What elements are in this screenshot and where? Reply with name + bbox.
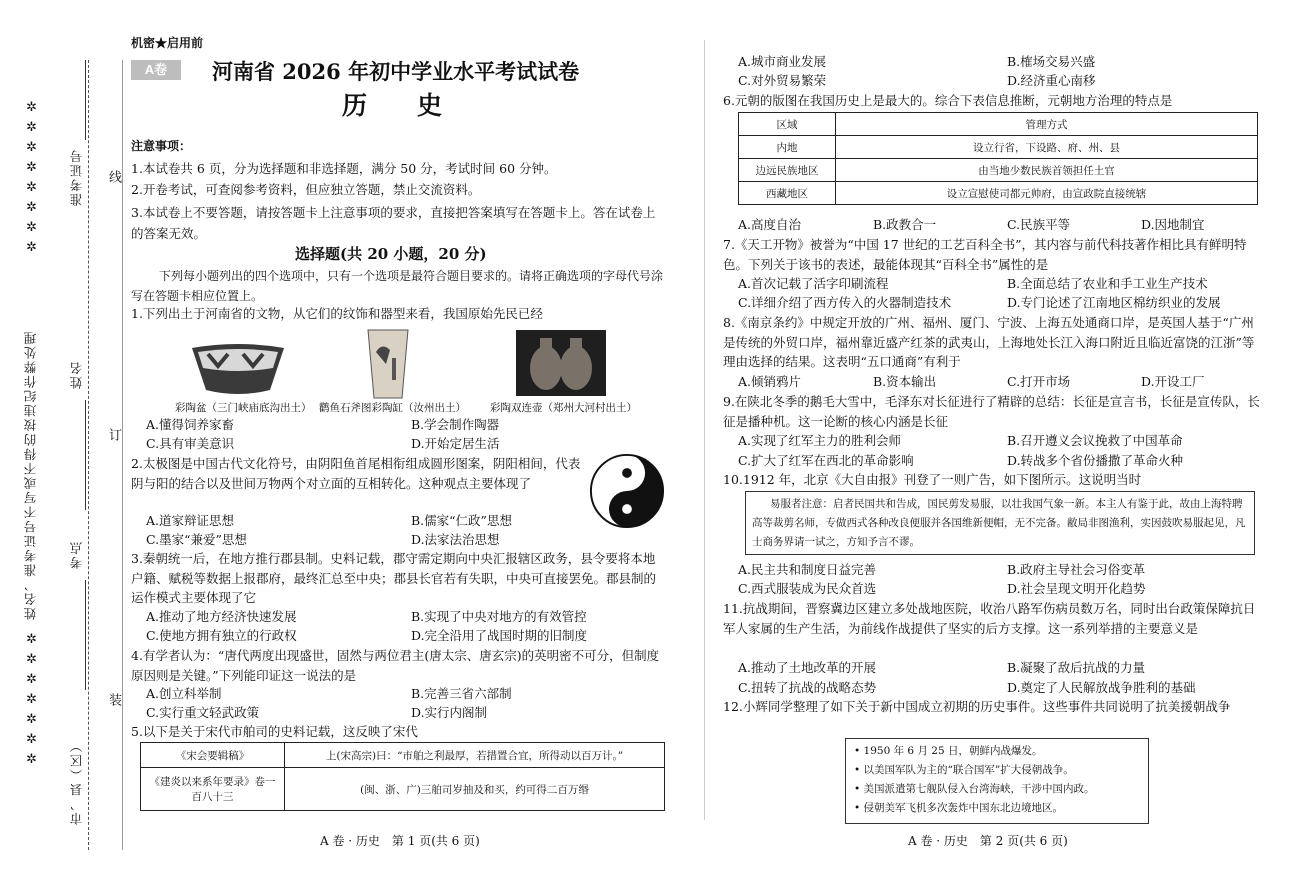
zhuang-mark: 装 — [106, 693, 121, 707]
artifact-caption: 鹳鱼石斧图彩陶缸（汝州出土） — [319, 402, 466, 414]
star-icon: ✲ — [26, 140, 37, 155]
subject-title: 历 史 — [342, 91, 443, 120]
artifact-caption: 彩陶盆（三门峡庙底沟出土） — [175, 402, 312, 414]
star-icon: ✲ — [26, 692, 37, 707]
painted-pottery-basin-image — [188, 340, 288, 396]
question-stem: 5.以下是关于宋代市舶司的史料记载，这反映了宋代 — [131, 724, 418, 739]
option-a: A.道家辩证思想 — [146, 513, 235, 528]
event-item: • 1950 年 6 月 25 日，朝鲜内战爆发。 — [854, 745, 1043, 757]
option-c: C.打开市场 — [1007, 374, 1071, 389]
section-title: 选择题(共 20 小题，20 分) — [295, 245, 487, 263]
question-stem: 1.下列出土于河南省的文物，从它们的纹饰和器型来看，我国原始先民已经 — [131, 306, 543, 321]
stars-top — [26, 100, 40, 260]
exam-id-label: 准考证号 — [69, 148, 84, 206]
option-c: C.西式服装成为民众首选 — [738, 581, 877, 596]
exam-title: 河南省 2026 年初中学业水平考试试卷 — [212, 59, 580, 84]
table-cell: 设立行省，下设路、府、州、县 — [836, 136, 1258, 159]
option-d: D.实行内阁制 — [411, 705, 488, 720]
question-stem: 8.《南京条约》中规定开放的广州、福州、厦门、宁波、上海五处通商口岸，是英国人基于“广州是传统的外贸口岸，福州靠近盛产红茶的武夷山，上海地处长江入海口附近且临近富饶的江浙”等理由选择的结果。这表明“五口通商”有利于 — [723, 315, 1255, 369]
event-item: • 美国派遣第七舰队侵入台湾海峡，干涉中国内政。 — [854, 783, 1095, 795]
option-b: B.完善三省六部制 — [411, 686, 512, 701]
option-b: B.全面总结了农业和手工业生产技术 — [1007, 276, 1208, 291]
option-d: D.转战多个省份播撒了革命火种 — [1007, 453, 1184, 468]
option-b: B.召开遵义会议挽救了中国革命 — [1007, 433, 1183, 448]
section-instruction: 下列每小题列出的四个选项中，只有一个选项是最符合题目要求的。请将正确选项的字母代号涂写在答题卡相应位置上。 — [131, 269, 664, 303]
option-b: B.凝聚了敌后抗战的力量 — [1007, 660, 1146, 675]
events-box — [845, 738, 1149, 824]
table-header-cell: 区域 — [739, 113, 836, 136]
star-icon: ✲ — [26, 240, 37, 255]
option-d: D.奠定了人民解放战争胜利的基础 — [1007, 680, 1196, 695]
option-d: D.开始定居生活 — [411, 436, 500, 451]
table-cell: 《建炎以来系年要录》卷一百八十三 — [141, 768, 285, 811]
site-blank — [85, 580, 86, 690]
option-c: C.详细介绍了西方传入的火器制造技术 — [738, 295, 952, 310]
option-a: A.首次记载了活字印刷流程 — [738, 276, 889, 291]
table-row — [739, 159, 1258, 182]
notice-heading: 注意事项： — [131, 139, 192, 153]
option-b: B.政府主导社会习俗变革 — [1007, 562, 1146, 577]
table-header-row — [739, 113, 1258, 136]
option-c: C.民族平等 — [1007, 217, 1071, 232]
option-c: C.墨家“兼爱”思想 — [146, 532, 247, 547]
star-icon: ✲ — [26, 752, 37, 767]
event-item: • 侵朝美军飞机多次轰炸中国东北边境地区。 — [854, 802, 1064, 814]
question-stem: 6.元朝的版图在我国历史上是最大的。综合下表信息推断，元朝地方治理的特点是 — [723, 93, 1173, 108]
star-icon: ✲ — [26, 120, 37, 135]
question-stem: 12.小辉同学整理了如下关于新中国成立初期的历史事件。这些事件共同说明了抗美援朝战争 — [723, 699, 1231, 714]
question-stem: 2.太极图是中国古代文化符号，由阴阳鱼首尾相衔组成圆形图案，阴阳相间，代表阴与阳的结合以及世间万物两个对立面的互相转化。这种观点主要体现了 — [131, 456, 581, 491]
option-c: C.扭转了抗战的战略态势 — [738, 680, 877, 695]
line-mark: 线 — [106, 170, 121, 184]
source-table — [140, 742, 665, 811]
option-d: D.完全沿用了战国时期的旧制度 — [411, 628, 588, 643]
option-a: A.推动了土地改革的开展 — [738, 660, 877, 675]
option-c: C.扩大了红军在西北的革命影响 — [738, 453, 914, 468]
stars-bottom — [26, 632, 40, 772]
option-c: C.对外贸易繁荣 — [738, 73, 827, 88]
city-label: 市、县（区） — [69, 738, 84, 825]
question-stem: 11.抗战期间，晋察冀边区建立多处战地医院，收治八路军伤病员数万名，同时出台政策保障抗日军人家属的生产生活，为前线作战提供了坚实的后方支撑。这一系列举措的主要意义是 — [723, 601, 1256, 636]
notice-item: 3.本试卷上不要答题，请按答题卡上注意事项的要求，直接把答案填写在答题卡上。答在试卷上的答案无效。 — [131, 205, 656, 241]
confidential-mark: 机密★启用前 — [131, 36, 204, 50]
newspaper-ad-box — [745, 491, 1255, 555]
artifact-caption: 彩陶双连壶（郑州大河村出土） — [490, 402, 637, 414]
option-d: D.因地制宜 — [1141, 217, 1205, 232]
option-d: D.经济重心南移 — [1007, 73, 1096, 88]
stork-fish-axe-jar-image — [366, 328, 410, 400]
star-icon: ✲ — [26, 712, 37, 727]
question-stem: 10.1912 年，北京《大自由报》刊登了一则广告，如下图所示。这说明当时 — [723, 472, 1142, 487]
notice-item: 2.开卷考试，可查阅参考资料，但应独立答题，禁止交流资料。 — [131, 182, 481, 197]
option-b: B.学会制作陶器 — [411, 417, 500, 432]
question-stem: 3.秦朝统一后，在地方推行郡县制。史料记载，郡守需定期向中央汇报辖区政务，县令要将本地户籍、赋税等数据上报郡府，最终汇总至中央；郡县长官若有失职，中央可直接罢免。郡县制的运作模式主要体现了它 — [131, 551, 657, 605]
option-b: B.政教合一 — [873, 217, 937, 232]
option-c: C.具有审美意识 — [146, 436, 235, 451]
option-b: B.榷场交易兴盛 — [1007, 54, 1096, 69]
table-row — [141, 768, 665, 811]
star-icon: ✲ — [26, 652, 37, 667]
option-d: D.法家法治思想 — [411, 532, 500, 547]
option-c: C.实行重文轻武政策 — [146, 705, 260, 720]
star-icon: ✲ — [26, 180, 37, 195]
event-item: • 以美国军队为主的“联合国军”扩大侵朝战争。 — [854, 764, 1074, 776]
table-cell: 边远民族地区 — [739, 159, 836, 182]
binding-dashed-line — [88, 60, 89, 850]
notice-item: 1.本试卷共 6 页，分为选择题和非选择题，满分 50 分，考试时间 60 分钟。 — [131, 161, 557, 176]
table-header-cell: 管理方式 — [836, 113, 1258, 136]
table-cell: 设立宣慰使司都元帅府，由宣政院直接统辖 — [836, 182, 1258, 205]
option-a: A.实现了红军主力的胜利会师 — [738, 433, 902, 448]
page-divider — [704, 40, 705, 820]
table-row — [739, 182, 1258, 205]
option-a: A.民主共和制度日益完善 — [738, 562, 877, 577]
table-cell: 由当地少数民族首领担任土官 — [836, 159, 1258, 182]
option-a: A.推动了地方经济快速发展 — [146, 609, 297, 624]
option-a: A.倾销鸦片 — [738, 374, 802, 389]
option-b: B.资本输出 — [873, 374, 937, 389]
option-d: D.开设工厂 — [1141, 374, 1205, 389]
page-footer: A 卷 · 历史 第 2 页(共 6 页) — [908, 834, 1068, 848]
page-footer: A 卷 · 历史 第 1 页(共 6 页) — [320, 834, 480, 848]
ding-mark: 订 — [106, 428, 121, 442]
option-a: A.高度自治 — [738, 217, 802, 232]
side-notice: 姓名、准考证号不写或不得的按违纪作弊处理 — [23, 330, 38, 620]
table-row — [141, 743, 665, 768]
option-a: A.懂得饲养家畜 — [146, 417, 235, 432]
paper-tag: A卷 — [131, 60, 181, 80]
star-icon: ✲ — [26, 732, 37, 747]
governance-table — [738, 112, 1258, 205]
star-icon: ✲ — [26, 672, 37, 687]
table-cell: 内地 — [739, 136, 836, 159]
table-cell: 《宋会要辑稿》 — [141, 743, 285, 768]
question-stem: 7.《天工开物》被誉为“中国 17 世纪的工艺百科全书”，其内容与前代科技著作相比具有鲜明特色。下列关于该书的表述，最能体现其“百科全书”属性的是 — [723, 237, 1247, 272]
table-cell: (闽、浙、广)三舶司岁抽及和买，约可得二百万缗 — [285, 768, 665, 811]
table-row — [739, 136, 1258, 159]
site-label: 考点 — [69, 540, 84, 569]
option-a: A.城市商业发展 — [738, 54, 827, 69]
name-blank — [85, 400, 86, 510]
option-d: D.社会呈现文明开化趋势 — [1007, 581, 1146, 596]
option-c: C.使地方拥有独立的行政权 — [146, 628, 297, 643]
star-icon: ✲ — [26, 160, 37, 175]
name-label: 姓名 — [69, 360, 84, 389]
star-icon: ✲ — [26, 200, 37, 215]
newspaper-ad-text: 易服者注意：启者民国共和告成，国民剪发易服，以壮我国气象一新。本主人有鉴于此，故由上海特聘高等裁剪名师，专做西式各种改良便服并各国维新便帽，无不完备。敝局非图渔利，实因鼓吹易服起见，凡士商务界请一试之，方知予言不谬。 — [752, 498, 1246, 548]
star-icon: ✲ — [26, 220, 37, 235]
twin-pottery-pot-image — [516, 330, 606, 396]
option-b: B.实现了中央对地方的有效管控 — [411, 609, 587, 624]
star-icon: ✲ — [26, 100, 37, 115]
question-stem: 9.在陕北冬季的鹅毛大雪中，毛泽东对长征进行了精辟的总结：长征是宣言书，长征是宣传队，长征是播种机。这一论断的核心内涵是长征 — [723, 394, 1260, 429]
taiji-symbol-image — [588, 452, 666, 530]
option-d: D.专门论述了江南地区棉纺织业的发展 — [1007, 295, 1221, 310]
option-b: B.儒家“仁政”思想 — [411, 513, 512, 528]
exam-id-blank — [85, 60, 86, 140]
question-stem: 4.有学者认为：“唐代两度出现盛世，固然与两位君主(唐太宗、唐玄宗)的英明密不可分，但制度原因则是关键。”下列能印证这一说法的是 — [131, 648, 660, 683]
star-icon: ✲ — [26, 632, 37, 647]
table-cell: 上(宋高宗)曰：“市舶之利最厚，若措置合宜，所得动以百万计。” — [285, 743, 665, 768]
table-cell: 西藏地区 — [739, 182, 836, 205]
option-a: A.创立科举制 — [146, 686, 222, 701]
binding-strip — [0, 0, 125, 887]
